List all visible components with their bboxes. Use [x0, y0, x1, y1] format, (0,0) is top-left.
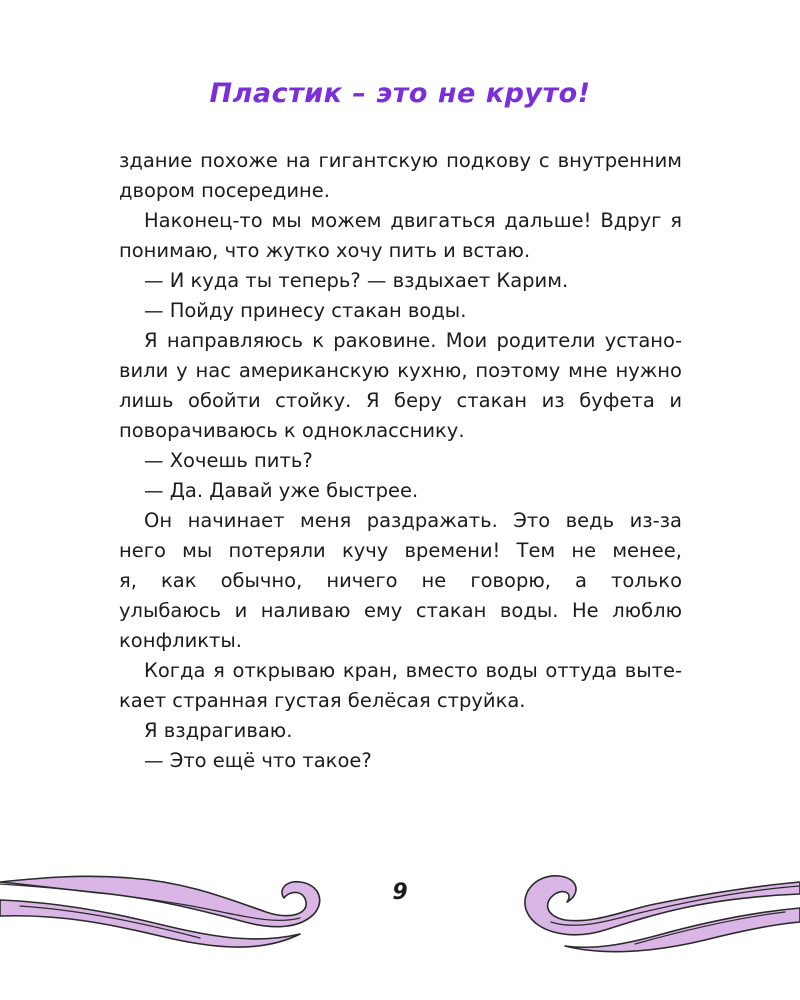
- text-line: — Пойду принесу стакан воды.: [144, 299, 467, 322]
- body-text: [119, 146, 682, 776]
- text-line: него мы потеряли кучу времени! Тем не менее,: [119, 539, 682, 562]
- text-line: я, как обычно, ничего не говорю, а только: [119, 569, 682, 592]
- text-line: понимаю, что жутко хочу пить и встаю.: [119, 239, 531, 262]
- right-swirl-ornament: [455, 860, 800, 960]
- text-line: Я вздрагиваю.: [144, 719, 293, 742]
- text-line: — И куда ты теперь? — вздыхает Карим.: [144, 269, 569, 292]
- text-line: конфликты.: [119, 629, 242, 652]
- text-line: Он начинает меня раздражать. Это ведь из-за: [144, 509, 682, 532]
- text-line: — Да. Давай уже быстрее.: [144, 479, 419, 502]
- text-line: Когда я открываю кран, вместо воды оттуда выте-: [144, 659, 682, 682]
- text-line: кает странная густая белёсая струйка.: [119, 689, 526, 712]
- text-line: вили у нас американскую кухню, поэтому мне нужно: [119, 359, 682, 382]
- text-line: Я направляюсь к раковине. Мои родители устано-: [144, 329, 682, 352]
- book-title: Пластик – это не круто!: [209, 78, 591, 109]
- page-header: [0, 78, 800, 109]
- page-number: 9: [392, 880, 408, 905]
- text-line: лишь обойти стойку. Я беру стакан из буфета и: [119, 389, 682, 412]
- text-line: двором посередине.: [119, 179, 330, 202]
- text-line: — Это ещё что такое?: [144, 749, 372, 772]
- text-line: Наконец-то мы можем двигаться дальше! Вдруг я: [144, 209, 682, 232]
- text-line: поворачиваюсь к однокласснику.: [119, 419, 465, 442]
- left-swirl-ornament: [0, 860, 340, 960]
- text-line: улыбаюсь и наливаю ему стакан воды. Не люблю: [119, 599, 682, 622]
- text-line: здание похоже на гигантскую подкову с внутренним: [119, 149, 682, 172]
- text-line: — Хочешь пить?: [144, 449, 313, 472]
